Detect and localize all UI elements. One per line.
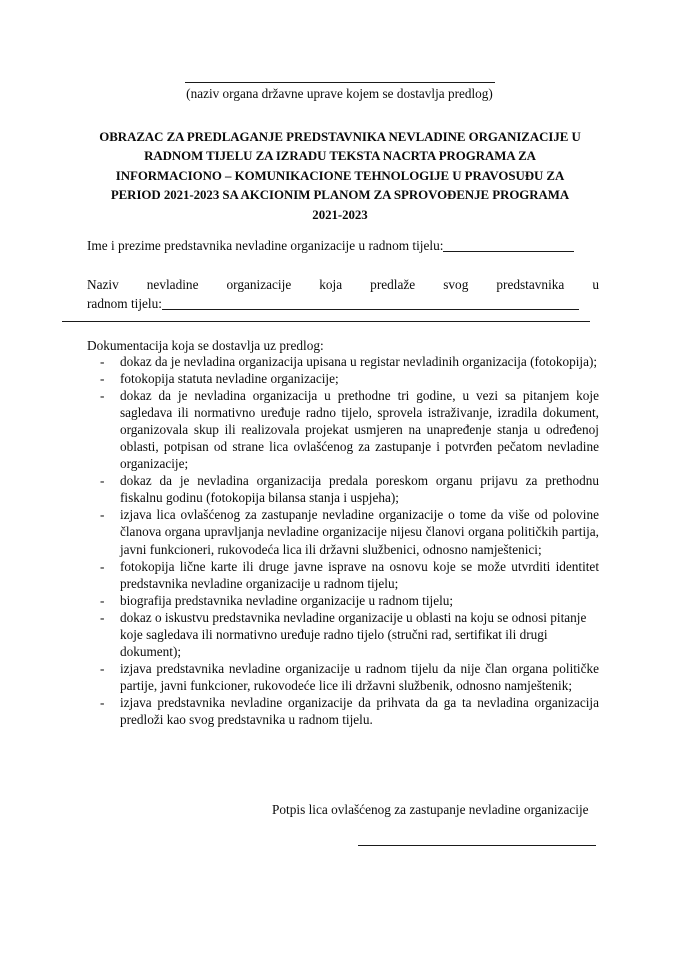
representative-name-field[interactable] bbox=[87, 237, 599, 254]
signature-rule[interactable] bbox=[358, 845, 596, 846]
list-item bbox=[87, 660, 599, 694]
organization-name-input[interactable] bbox=[162, 309, 579, 310]
list-item bbox=[87, 353, 599, 370]
bullet-dash-icon: - bbox=[100, 592, 105, 608]
list-item-text: dokaz da je nevladina organizacija predala poreskom organu prijavu za prethodnu fiskalnu godinu (fotokopija bilansa stanja i uspjeha); bbox=[120, 473, 599, 506]
page-title-line-5: 2021-2023 bbox=[312, 207, 368, 222]
list-item-text: dokaz da je nevladina organizacija upisana u registar nevladinih organizacija (fotokopija); bbox=[120, 354, 598, 369]
bullet-dash-icon: - bbox=[100, 388, 105, 404]
list-item bbox=[87, 694, 599, 728]
organization-name-label-line-1: Naziv nevladine organizacije koja predlaže svog predstavnika u bbox=[87, 277, 599, 292]
organization-name-overflow-rule bbox=[62, 321, 590, 322]
bullet-dash-icon: - bbox=[100, 473, 105, 489]
documentation-list bbox=[87, 353, 599, 728]
representative-name-input[interactable] bbox=[443, 251, 574, 252]
page-title-line-2: RADNOM TIJELU ZA IZRADU TEKSTA NACRTA PROGRAMA ZA bbox=[144, 149, 536, 164]
list-item-text-continuation: koje sagledava ili normativno uređuje radno tijelo (stručni rad, sertifikat ili drugi dokument); bbox=[120, 626, 548, 659]
list-item-text: biografija predstavnika nevladine organizacije u radnom tijelu; bbox=[120, 592, 454, 608]
list-item-text: fotokopija statuta nevladine organizacije; bbox=[120, 371, 339, 387]
list-item-text: fotokopija lične karte ili druge javne isprave na osnovu koje se može utvrditi identitet predstavnika nevladine organizacije u radnom tijelu; bbox=[120, 558, 599, 591]
list-item bbox=[87, 506, 599, 557]
bullet-dash-icon: - bbox=[100, 371, 105, 387]
list-item-text: izjava lica ovlašćenog za zastupanje nevladine organizacije o tome da više od polovine članova organa upravljanja nevladine organizacije nijesu članovi organa političkih partija, javni funkcioneri, rukovodeća lica ili državni službenici, odnosno namještenici; bbox=[120, 507, 599, 557]
bullet-dash-icon: - bbox=[100, 507, 105, 523]
page-title-line-1: OBRAZAC ZA PREDLAGANJE PREDSTAVNIKA NEVLADINE ORGANIZACIJE U bbox=[99, 130, 581, 144]
list-item bbox=[87, 558, 599, 592]
org-authority-caption: (naziv organa državne uprave kojem se dostavlja predlog) bbox=[186, 86, 493, 101]
page-title-line-4: PERIOD 2021-2023 SA AKCIONIM PLANOM ZA SPROVOĐENJE PROGRAMA bbox=[110, 188, 570, 203]
page-title bbox=[62, 128, 618, 225]
bullet-dash-icon: - bbox=[100, 694, 105, 710]
list-item bbox=[87, 592, 599, 609]
list-item bbox=[87, 387, 599, 472]
bullet-dash-icon: - bbox=[100, 609, 105, 625]
signature-caption: Potpis lica ovlašćenog za zastupanje nevladine organizacije bbox=[272, 802, 589, 817]
list-item-text: izjava predstavnika nevladine organizacije da prihvata da ga ta nevladina organizacija predloži kao svog predstavnika u radnom tijelu. bbox=[120, 694, 599, 727]
list-item-text: dokaz da je nevladina organizacija u prethodne tri godine, u vezi sa pitanjem koje sagledava ili normativno uređuje radno tijelo, sprovela istraživanje, izradila dokument, organizovala skup ili realizovala projekat usmjeren na unapređenje stanja u određenoj oblasti, potpisan od strane lica ovlašćenog za zastupanje i potvrđen pečatom nevladine organizacije; bbox=[120, 388, 599, 472]
header-block bbox=[0, 82, 679, 102]
organization-name-field[interactable] bbox=[87, 276, 599, 313]
representative-name-label: Ime i prezime predstavnika nevladine organizacije u radnom tijelu: bbox=[87, 238, 444, 253]
list-item bbox=[87, 370, 599, 387]
documentation-intro: Dokumentacija koja se dostavlja uz predlog: bbox=[87, 338, 324, 353]
list-item bbox=[87, 609, 599, 660]
org-authority-rule bbox=[185, 82, 495, 83]
list-item bbox=[87, 472, 599, 506]
list-item-text: izjava predstavnika nevladine organizacije u radnom tijelu da nije član organa političke partije, javni funkcioner, rukovodeće lice ili državni službenik, odnosno namještenik; bbox=[120, 660, 599, 693]
bullet-dash-icon: - bbox=[100, 660, 105, 676]
page-title-line-3: INFORMACIONO – KOMUNIKACIONE TEHNOLOGIJE U PRAVOSUĐU ZA bbox=[115, 168, 565, 183]
bullet-dash-icon: - bbox=[100, 558, 105, 574]
list-item-text: dokaz o iskustvu predstavnika nevladine organizacije u oblasti na koju se odnosi pitanje bbox=[120, 609, 587, 625]
bullet-dash-icon: - bbox=[100, 354, 105, 369]
organization-name-label-line-2: radnom tijelu: bbox=[87, 295, 162, 311]
